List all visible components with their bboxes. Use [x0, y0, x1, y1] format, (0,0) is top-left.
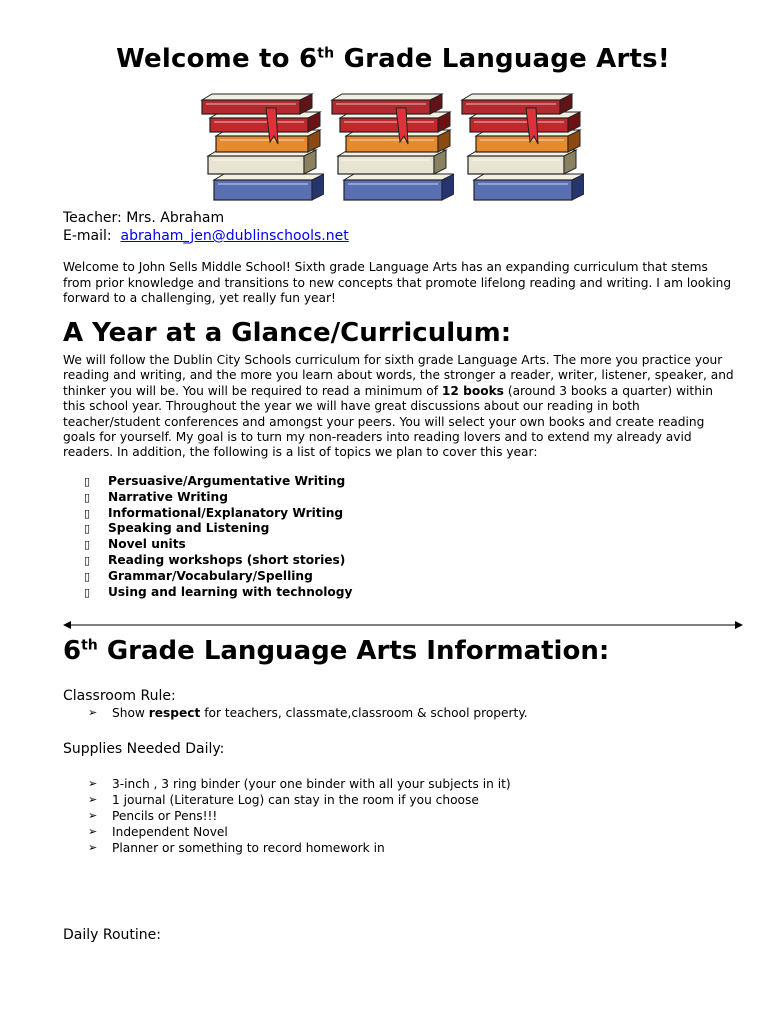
topic-item: [80, 490, 352, 506]
teacher-name: Teacher: Mrs. Abraham: [63, 210, 225, 226]
list-item: [88, 705, 528, 721]
topic-label: Speaking and Listening: [108, 521, 270, 536]
book-stack-icon: [200, 88, 324, 206]
rule-text-end: for teachers, classmate,classroom & school property.: [200, 706, 528, 720]
intro-paragraph: Welcome to John Sells Middle School! Sixth grade Language Arts has an expanding curriculum that stems from prior knowledge and transitions to new concepts that promote lifelong reading and writing. I am looking forward to a challenging, yet really fun year!: [63, 260, 732, 306]
book-stack-icon: [460, 88, 584, 206]
info-heading: [63, 636, 609, 666]
daily-routine-heading: Daily Routine:: [63, 927, 161, 943]
supply-label: 3-inch , 3 ring binder (your one binder with all your subjects in it): [112, 777, 511, 791]
box-bullet-icon: ▯: [84, 522, 91, 536]
supply-item: [88, 792, 511, 808]
box-bullet-icon: ▯: [84, 490, 91, 504]
rule-emphasis: respect: [148, 706, 201, 720]
title-text: Welcome to 6: [116, 44, 318, 74]
title-text-end: Grade Language Arts!: [334, 44, 670, 74]
box-bullet-icon: ▯: [84, 569, 91, 583]
topic-label: Novel units: [108, 537, 186, 552]
supply-item: [88, 808, 511, 824]
arrow-bullet-icon: ➢: [88, 706, 98, 719]
curriculum-paragraph: [63, 353, 735, 461]
supply-label: 1 journal (Literature Log) can stay in the room if you choose: [112, 793, 479, 807]
box-bullet-icon: ▯: [84, 475, 91, 488]
book-stacks-illustration: [200, 88, 590, 206]
topic-label: Persuasive/Argumentative Writing: [108, 474, 346, 488]
curriculum-heading: A Year at a Glance/Curriculum:: [63, 318, 512, 348]
supplies-list: [88, 776, 511, 856]
box-bullet-icon: ▯: [84, 585, 91, 599]
topic-item: [80, 521, 352, 537]
box-bullet-icon: ▯: [84, 538, 91, 552]
curriculum-text-end: (around 3 books a quarter) within this school year. Throughout the year we will have great discussions about our reading in both teacher/student conferences and amongst your peers. You will select your own books and create reading goals for yourself. My goal is to turn my non-readers into reading lovers and to extend my already avid readers. In addition, the following is a list of topics we plan to cover this year:: [63, 383, 714, 460]
arrow-bullet-icon: ➢: [88, 841, 98, 854]
teacher-info: [63, 209, 349, 245]
supply-item: [88, 840, 511, 856]
double-arrow-divider: [63, 618, 743, 632]
book-stack-icon: [330, 88, 454, 206]
box-bullet-icon: ▯: [84, 553, 91, 567]
rule-list: [88, 705, 528, 721]
info-heading-sup: th: [81, 637, 98, 654]
arrow-bullet-icon: ➢: [88, 825, 98, 838]
topic-list: [80, 474, 352, 600]
email-label: E-mail:: [63, 228, 112, 244]
page-title: [0, 44, 768, 74]
topic-label: Informational/Explanatory Writing: [108, 505, 344, 520]
email-link[interactable]: abraham_jen@dublinschools.net: [120, 228, 349, 244]
supply-item: [88, 776, 511, 792]
email-line: [63, 227, 349, 245]
topic-item: [80, 506, 352, 522]
topic-item: [80, 474, 352, 490]
topic-item: [80, 537, 352, 553]
arrow-bullet-icon: ➢: [88, 793, 98, 806]
topic-item: [80, 553, 352, 569]
supply-item: [88, 824, 511, 840]
info-heading-text: 6: [63, 636, 82, 666]
curriculum-text: We will follow the Dublin City Schools curriculum for sixth grade Language Arts. The more you practice your reading and writing, and the more you learn about words, the stronger a reader, writer, listener, speaker, and thinker you will be. You will be required to read a minimum of: [63, 353, 734, 398]
supply-label: Planner or something to record homework in: [112, 841, 385, 855]
supplies-heading: Supplies Needed Daily:: [63, 741, 225, 757]
curriculum-emphasis: 12 books: [441, 383, 504, 398]
supply-label: Pencils or Pens!!!: [112, 809, 218, 823]
title-sup: th: [317, 45, 335, 62]
arrow-bullet-icon: ➢: [88, 777, 98, 790]
box-bullet-icon: ▯: [84, 506, 91, 520]
topic-label: Using and learning with technology: [108, 584, 353, 599]
rule-text: Show: [112, 706, 149, 720]
supply-label: Independent Novel: [112, 825, 228, 839]
topic-label: Grammar/Vocabulary/Spelling: [108, 568, 313, 583]
arrow-bullet-icon: ➢: [88, 809, 98, 822]
classroom-rule-heading: Classroom Rule:: [63, 688, 176, 704]
topic-item: [80, 585, 352, 601]
topic-item: [80, 569, 352, 585]
info-heading-text-end: Grade Language Arts Information:: [97, 636, 610, 666]
topic-label: Narrative Writing: [108, 489, 228, 504]
topic-label: Reading workshops (short stories): [108, 552, 346, 567]
